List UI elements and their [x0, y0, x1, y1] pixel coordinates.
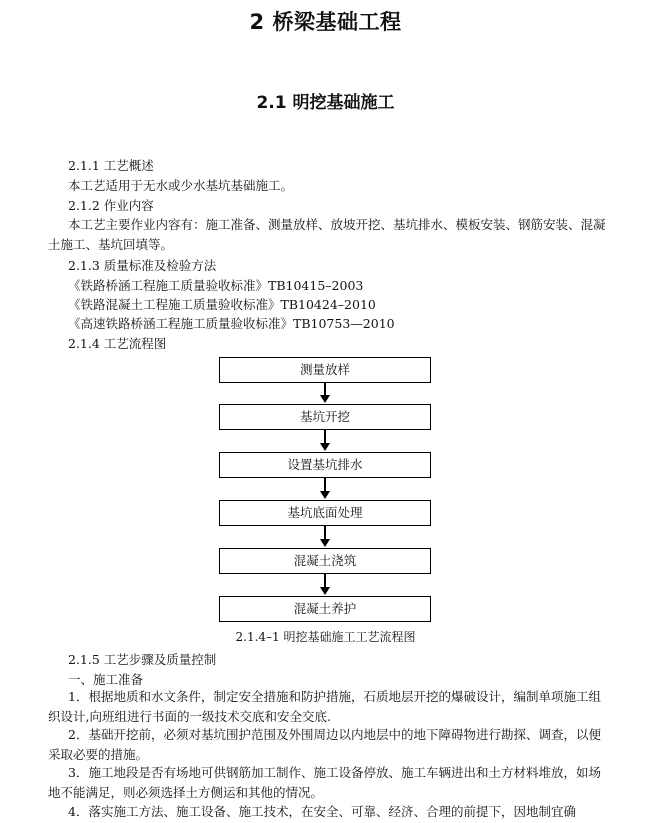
heading-2-1-4: 2.1.4 工艺流程图 — [68, 336, 167, 351]
flow-step-6: 混凝土养护 — [219, 596, 431, 622]
heading-2-1-3: 2.1.3 质量标准及检验方法 — [68, 258, 217, 273]
item-2: 2．基础开挖前，必须对基坑围护范围及外围周边以内地层中的地下障碍物进行勘探、调查，以便采取必要的措施。 — [48, 727, 601, 762]
flow-arrow — [324, 526, 326, 540]
flow-arrowhead — [320, 539, 330, 547]
flow-step-4: 基坑底面处理 — [219, 500, 431, 526]
chapter-title: 2 桥梁基础工程 — [249, 10, 402, 34]
item-1: 1．根据地质和水文条件，制定安全措施和防护措施，石质地层开挖的爆破设计，编制单项施工组织设计,向班组进行书面的一级技术交底和安全交底. — [48, 689, 601, 724]
section-title: 2.1 明挖基础施工 — [256, 93, 395, 113]
heading-2-1-5: 2.1.5 工艺步骤及质量控制 — [68, 652, 217, 667]
item-4: 4．落实施工方法、施工设备、施工技术，在安全、可靠、经济、合理的前提下，因地制宜确 — [68, 804, 576, 819]
item-3: 3．施工地段是否有场地可供钢筋加工制作、施工设备停放、施工车辆进出和土方材料堆放，如场地不能满足，则必须选择土方侧运和其他的情况。 — [48, 765, 601, 800]
flow-step-5: 混凝土浇筑 — [219, 548, 431, 574]
flow-arrowhead — [320, 491, 330, 499]
text-2-1-1: 本工艺适用于无水或少水基坑基础施工。 — [68, 178, 294, 193]
flow-step-3: 设置基坑排水 — [219, 452, 431, 478]
flow-arrowhead — [320, 443, 330, 451]
flow-arrow — [324, 430, 326, 444]
flow-step-2: 基坑开挖 — [219, 404, 431, 430]
standard-2: 《铁路混凝土工程施工质量验收标准》TB10424–2010 — [68, 297, 376, 312]
flow-arrow — [324, 574, 326, 588]
flow-arrowhead — [320, 395, 330, 403]
flow-arrow — [324, 478, 326, 492]
flowchart-caption: 2.1.4–1 明挖基础施工工艺流程图 — [235, 630, 416, 644]
flow-arrowhead — [320, 587, 330, 595]
heading-2-1-2: 2.1.2 作业内容 — [68, 198, 154, 213]
standard-3: 《高速铁路桥涵工程施工质量验收标准》TB10753—2010 — [68, 316, 395, 331]
subheading-prep: 一、施工准备 — [68, 672, 144, 687]
flow-step-1: 测量放样 — [219, 357, 431, 383]
standard-1: 《铁路桥涵工程施工质量验收标准》TB10415–2003 — [68, 278, 364, 293]
text-2-1-2: 本工艺主要作业内容有：施工准备、测量放样、放坡开挖、基坑排水、模板安装、钢筋安装、混凝土施工、基坑回填等。 — [48, 217, 606, 252]
heading-2-1-1: 2.1.1 工艺概述 — [68, 158, 154, 173]
